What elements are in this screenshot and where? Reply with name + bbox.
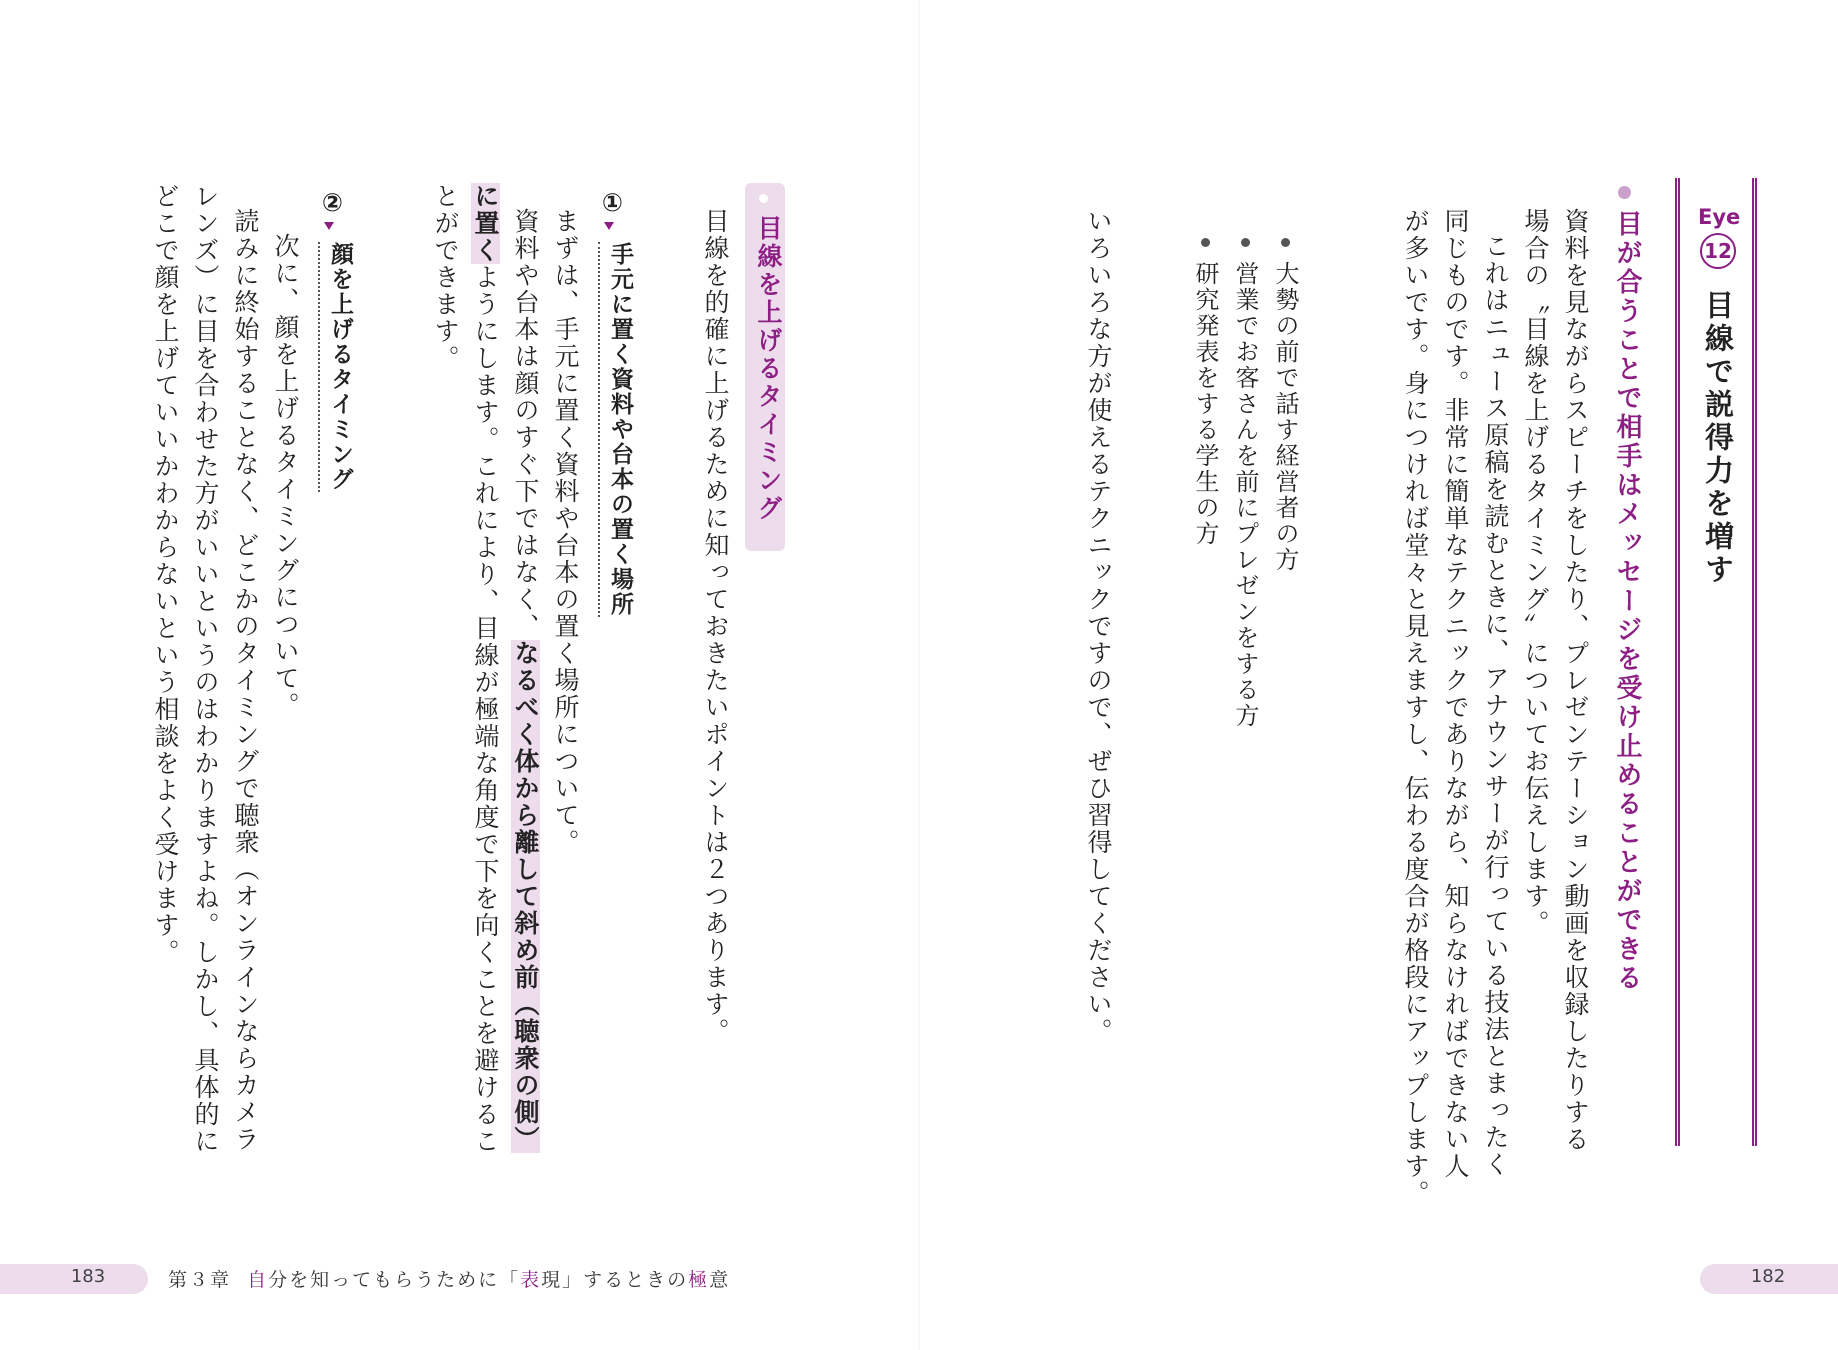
paragraph-line: 次に、顔を上げるタイミングについて。 <box>271 233 300 719</box>
list-item: 大勢の前で話す経営者の方 <box>1268 238 1303 573</box>
paragraph-line: レンズ）に目を合わせた方がいいというのはわかりますよね。しかし、具体的に <box>191 183 220 1155</box>
item-heading: 手元に置く資料や台本の置く場所 <box>598 242 637 617</box>
page-number-right: 182 <box>1750 1266 1786 1287</box>
bullet-icon <box>1281 238 1290 247</box>
paragraph-line: が多いです。身につければ堂々と見えますし、伝わる度合が格段にアップします。 <box>1401 208 1430 1207</box>
bullet-icon <box>1241 238 1250 247</box>
paragraph-line: 場合の〝目線を上げるタイミング〟についてお伝えします。 <box>1521 208 1550 937</box>
paragraph-line: どこで顔を上げていいかわからないという相談をよく受けます。 <box>151 183 180 966</box>
bullet-icon <box>1201 238 1210 247</box>
highlight-text: なるべく体から離して斜め前（聴衆の側） <box>511 640 540 1153</box>
intro-text: 目線を的確に上げるために知っておきたいポイントは２つあります。 <box>701 208 730 1045</box>
paragraph-line: まずは、手元に置く資料や台本の置く場所について。 <box>551 208 580 856</box>
paragraph-line: 資料や台本は顔のすぐ下ではなく、なるべく体から離して斜め前（聴衆の側） <box>511 208 540 1153</box>
triangle-marker-icon <box>604 222 614 230</box>
closing-text: いろいろな方が使えるテクニックですので、ぜひ習得してください。 <box>1084 208 1113 1045</box>
item-number: ① <box>598 188 627 217</box>
list-item: 営業でお客さんを前にプレゼンをする方 <box>1228 238 1263 729</box>
highlight-text: に置く <box>471 183 500 264</box>
subtitle: 目が合うことで相手はメッセージを受け止めることができる <box>1612 210 1642 993</box>
page-number-left: 183 <box>70 1266 106 1287</box>
eye-label: Eye <box>1698 205 1741 229</box>
page-title: 目線で説得力を増す <box>1701 290 1735 587</box>
triangle-marker-icon <box>324 222 334 230</box>
paragraph-line: とができます。 <box>431 183 460 372</box>
eye-number-badge: 12 <box>1700 233 1736 269</box>
paragraph-line: 読みに終始することなく、どこかのタイミングで聴衆（オンラインならカメラ <box>231 208 260 1153</box>
gutter <box>918 0 920 1350</box>
paragraph-line: 同じものです。非常に簡単なテクニックでありながら、知らなければできない人 <box>1441 208 1470 1180</box>
item-number: ② <box>318 188 347 217</box>
paragraph-line: 資料を見ながらスピーチをしたり、プレゼンテーション動画を収録したりする <box>1561 208 1590 1153</box>
item-heading: 顔を上げるタイミング <box>318 242 357 492</box>
subtitle-bullet-icon <box>1618 186 1631 199</box>
chapter-running-head: 第３章 自分を知ってもらうために「表現」するときの極意 <box>168 1269 731 1291</box>
paragraph-line: に置くようにします。これにより、目線が極端な角度で下を向くことを避けるこ <box>471 183 500 1155</box>
paragraph-line: これはニュース原稿を読むときに、アナウンサーが行っている技法とまったく <box>1481 233 1510 1178</box>
section-bullet-icon <box>759 194 768 203</box>
section-title: 目線を上げるタイミング <box>754 215 783 523</box>
list-item: 研究発表をする学生の方 <box>1188 238 1223 547</box>
